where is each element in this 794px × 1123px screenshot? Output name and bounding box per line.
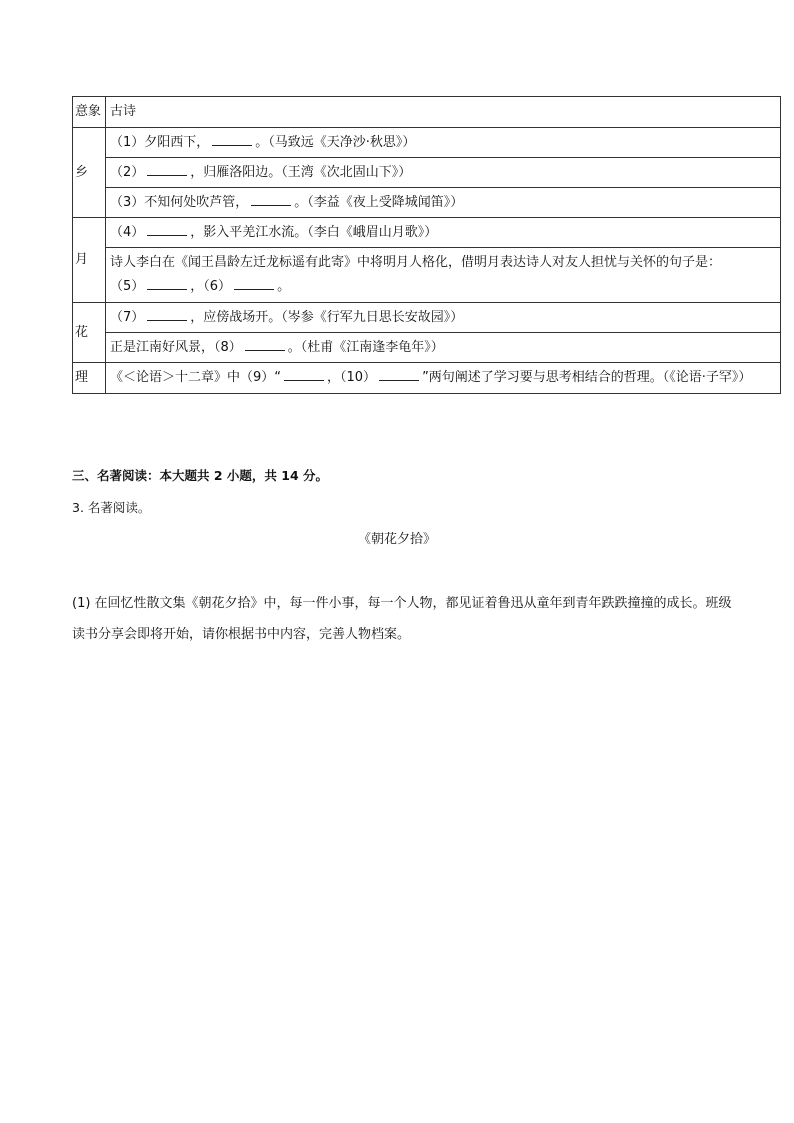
answer-blank-4[interactable] [147, 222, 187, 236]
table-row [73, 158, 781, 188]
imagery-yue: 月 [73, 218, 106, 303]
table-row [73, 303, 781, 333]
question-paragraph: (1) 在回忆性散文集《朝花夕拾》中，每一件小事，每一个人物，都见证着鲁迅从童年到青年跌跌撞撞的成长。班级读书分享会即将开始，请你根据书中内容，完善人物档案。 [72, 596, 732, 642]
header-imagery: 意象 [73, 97, 106, 128]
header-poem: 古诗 [106, 97, 781, 128]
poem-cell-7: （7） ，应傍战场开。（岑参《行军九日思长安故园》） [106, 303, 781, 333]
table-row [73, 128, 781, 158]
answer-blank-8[interactable] [245, 337, 285, 351]
table-row [73, 333, 781, 363]
answer-blank-3[interactable] [251, 192, 291, 206]
answer-blank-1[interactable] [212, 132, 252, 146]
table-row [73, 218, 781, 248]
poem-cell-4: （4） ，影入平羌江水流。（李白《峨眉山月歌》） [106, 218, 781, 248]
question-3-label: 3. 名著阅读。 [72, 500, 151, 515]
poetry-table [72, 96, 781, 394]
section-heading: 三、名著阅读：本大题共 2 小题，共 14 分。 [72, 468, 329, 483]
poem-cell-1: （1）夕阳西下， 。（马致远《天净沙·秋思》） [106, 128, 781, 158]
book-title: 《朝花夕拾》 [357, 532, 436, 547]
imagery-li: 理 [73, 363, 106, 394]
answer-blank-2[interactable] [147, 162, 187, 176]
table-row [73, 188, 781, 218]
answer-blank-7[interactable] [147, 307, 187, 321]
poem-cell-8: 正是江南好风景，（8） 。（杜甫《江南逢李龟年》） [106, 333, 781, 363]
answer-blank-10[interactable] [379, 367, 419, 381]
answer-blank-6[interactable] [234, 276, 274, 290]
table-row [73, 248, 781, 303]
answer-blank-5[interactable] [147, 276, 187, 290]
poem-cell-3: （3）不知何处吹芦管， 。（李益《夜上受降城闻笛》） [106, 188, 781, 218]
table-row [73, 363, 781, 394]
answer-blank-9[interactable] [284, 367, 324, 381]
poem-cell-9-10: 《＜论语＞十二章》中（9）“ ，（10） ”两句阐述了学习要与思考相结合的哲理。（《论语·子罕》） [106, 363, 781, 394]
imagery-xiang: 乡 [73, 128, 106, 218]
poem-cell-2: （2） ，归雁洛阳边。（王湾《次北固山下》） [106, 158, 781, 188]
poem-cell-5-6: 诗人李白在《闻王昌龄左迁龙标遥有此寄》中将明月人格化，借明月表达诗人对友人担忧与关怀的句子是： （5） ，（6） 。 [106, 248, 781, 303]
table-header-row [73, 97, 781, 128]
imagery-hua: 花 [73, 303, 106, 363]
